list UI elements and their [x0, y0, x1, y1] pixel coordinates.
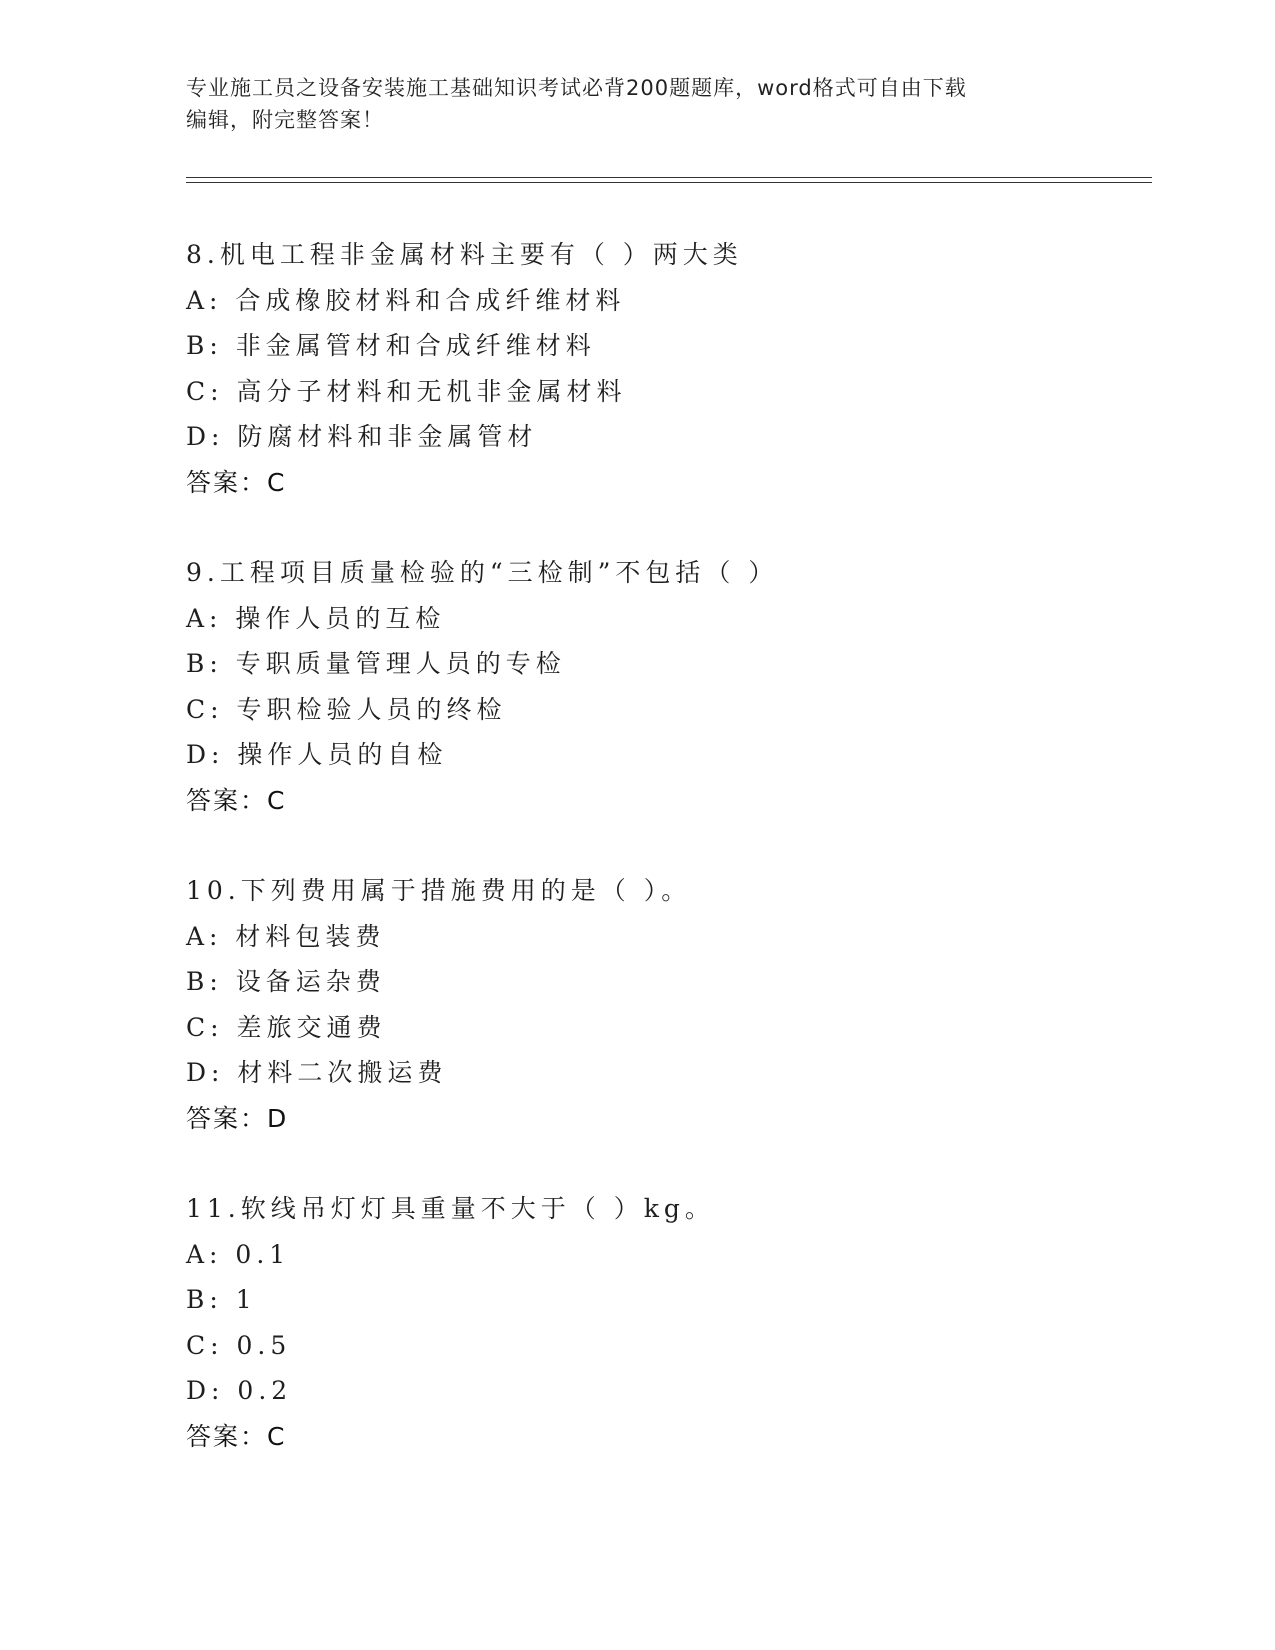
option-c: C: 0.5 [186, 1330, 292, 1360]
question-item [186, 232, 1146, 505]
answer-line: 答案：C [186, 1421, 287, 1451]
header-title-line2: 编辑，附完整答案！ [186, 108, 384, 132]
option-c: C: 差旅交通费 [186, 1012, 387, 1042]
header-divider-top [186, 177, 1152, 178]
header-divider-bottom [186, 182, 1152, 183]
question-item [186, 868, 1146, 1141]
option-c: C: 专职检验人员的终检 [186, 694, 507, 724]
header-title-line1: 专业施工员之设备安装施工基础知识考试必背200题题库，word格式可自由下载 [186, 76, 967, 100]
answer-line: 答案：C [186, 467, 287, 497]
option-a: A: 操作人员的互检 [186, 603, 446, 633]
option-a: A: 材料包装费 [186, 921, 386, 951]
question-stem: 8.机电工程非金属材料主要有（ ）两大类 [186, 240, 743, 269]
option-b: B: 1 [186, 1285, 257, 1314]
option-c: C: 高分子材料和无机非金属材料 [186, 376, 627, 406]
option-a: A: 合成橡胶材料和合成纤维材料 [186, 285, 626, 315]
question-stem: 11.软线吊灯灯具重量不大于（ ）kg。 [186, 1194, 715, 1223]
question-stem: 9.工程项目质量检验的“三检制”不包括（ ） [186, 558, 779, 587]
option-d: D: 操作人员的自检 [186, 740, 448, 769]
answer-line: 答案：C [186, 785, 287, 815]
option-b: B: 专职质量管理人员的专检 [186, 649, 566, 678]
option-d: D: 防腐材料和非金属管材 [186, 422, 538, 451]
option-b: B: 设备运杂费 [186, 967, 386, 996]
option-a: A: 0.1 [186, 1239, 291, 1269]
option-d: D: 0.2 [186, 1376, 293, 1405]
option-b: B: 非金属管材和合成纤维材料 [186, 331, 596, 360]
document-header [186, 72, 1066, 136]
question-stem: 10.下列费用属于措施费用的是（ ）。 [186, 876, 692, 905]
option-d: D: 材料二次搬运费 [186, 1058, 448, 1087]
question-item [186, 550, 1146, 823]
answer-line: 答案：D [186, 1103, 289, 1133]
question-item [186, 1186, 1146, 1459]
